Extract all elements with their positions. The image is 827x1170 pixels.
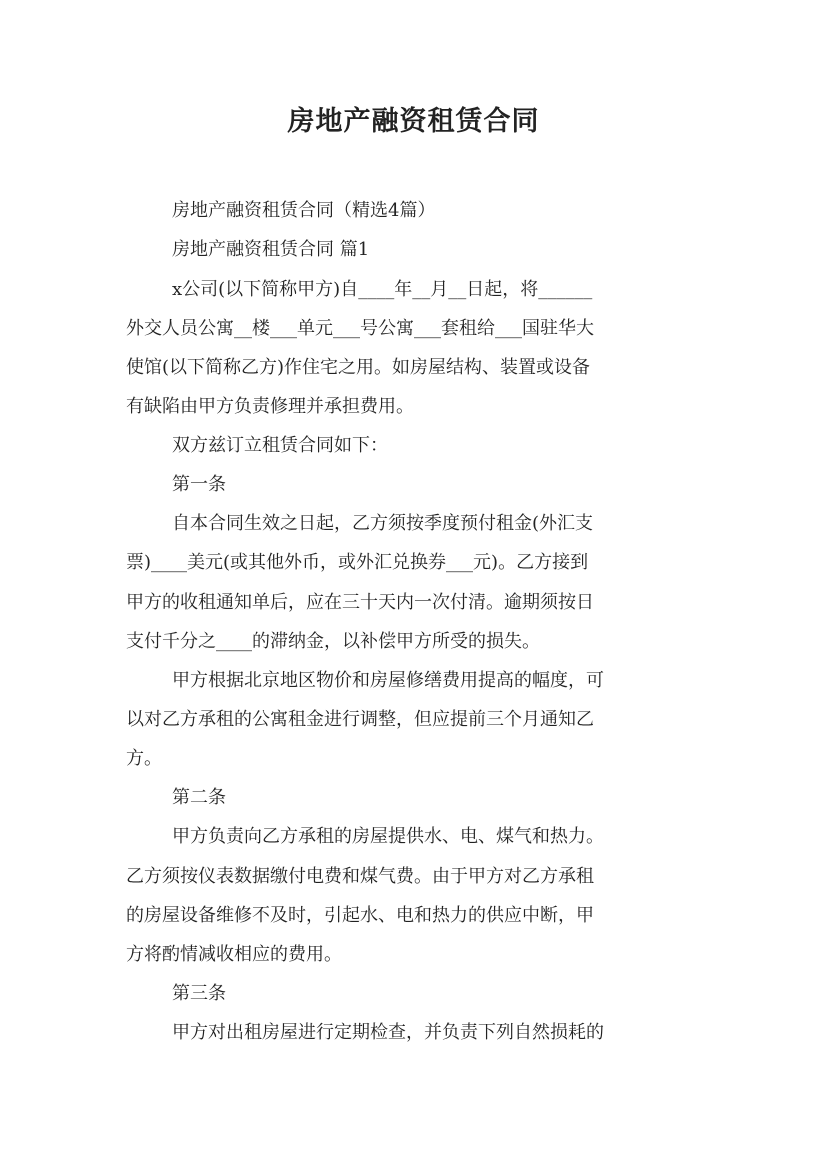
article-heading: 第三条 bbox=[172, 983, 226, 1004]
paragraph-line: x公司(以下简称甲方)自____年__月__日起，将______ bbox=[172, 279, 593, 300]
paragraph-line: 甲方对出租房屋进行定期检查，并负责下列自然损耗的 bbox=[172, 1022, 604, 1043]
paragraph-line: 乙方须按仪表数据缴付电费和煤气费。由于甲方对乙方承租 bbox=[126, 866, 594, 887]
paragraph-line: 支付千分之____的滞纳金，以补偿甲方所受的损失。 bbox=[126, 631, 540, 652]
document-title: 房地产融资租赁合同 bbox=[287, 106, 540, 137]
paragraph-line: 票)____美元(或其他外币，或外汇兑换券___元)。乙方接到 bbox=[126, 552, 589, 573]
paragraph-line: 有缺陷由甲方负责修理并承担费用。 bbox=[126, 396, 414, 417]
paragraph-line: 双方兹订立租赁合同如下： bbox=[172, 435, 388, 456]
paragraph-line: 自本合同生效之日起，乙方须按季度预付租金(外汇支 bbox=[172, 513, 594, 534]
paragraph-line: 的房屋设备维修不及时，引起水、电和热力的供应中断，甲 bbox=[126, 905, 594, 926]
paragraph-line: 使馆(以下简称乙方)作住宅之用。如房屋结构、装置或设备 bbox=[126, 357, 591, 378]
paragraph-line: 方。 bbox=[126, 748, 162, 769]
subtitle-line: 房地产融资租赁合同（精选4篇） bbox=[172, 200, 436, 221]
article-heading: 第一条 bbox=[172, 474, 226, 495]
paragraph-line: 方将酌情减收相应的费用。 bbox=[126, 944, 342, 965]
paragraph-line: 外交人员公寓__楼___单元___号公寓___套租给___国驻华大 bbox=[126, 318, 594, 339]
article-heading: 第二条 bbox=[172, 787, 226, 808]
section-heading: 房地产融资租赁合同 篇1 bbox=[172, 239, 370, 260]
paragraph-line: 甲方的收租通知单后，应在三十天内一次付清。逾期须按日 bbox=[126, 592, 594, 613]
paragraph-line: 甲方根据北京地区物价和房屋修缮费用提高的幅度，可 bbox=[172, 670, 604, 691]
paragraph-line: 以对乙方承租的公寓租金进行调整，但应提前三个月通知乙 bbox=[126, 709, 594, 730]
paragraph-line: 甲方负责向乙方承租的房屋提供水、电、煤气和热力。 bbox=[172, 826, 604, 847]
